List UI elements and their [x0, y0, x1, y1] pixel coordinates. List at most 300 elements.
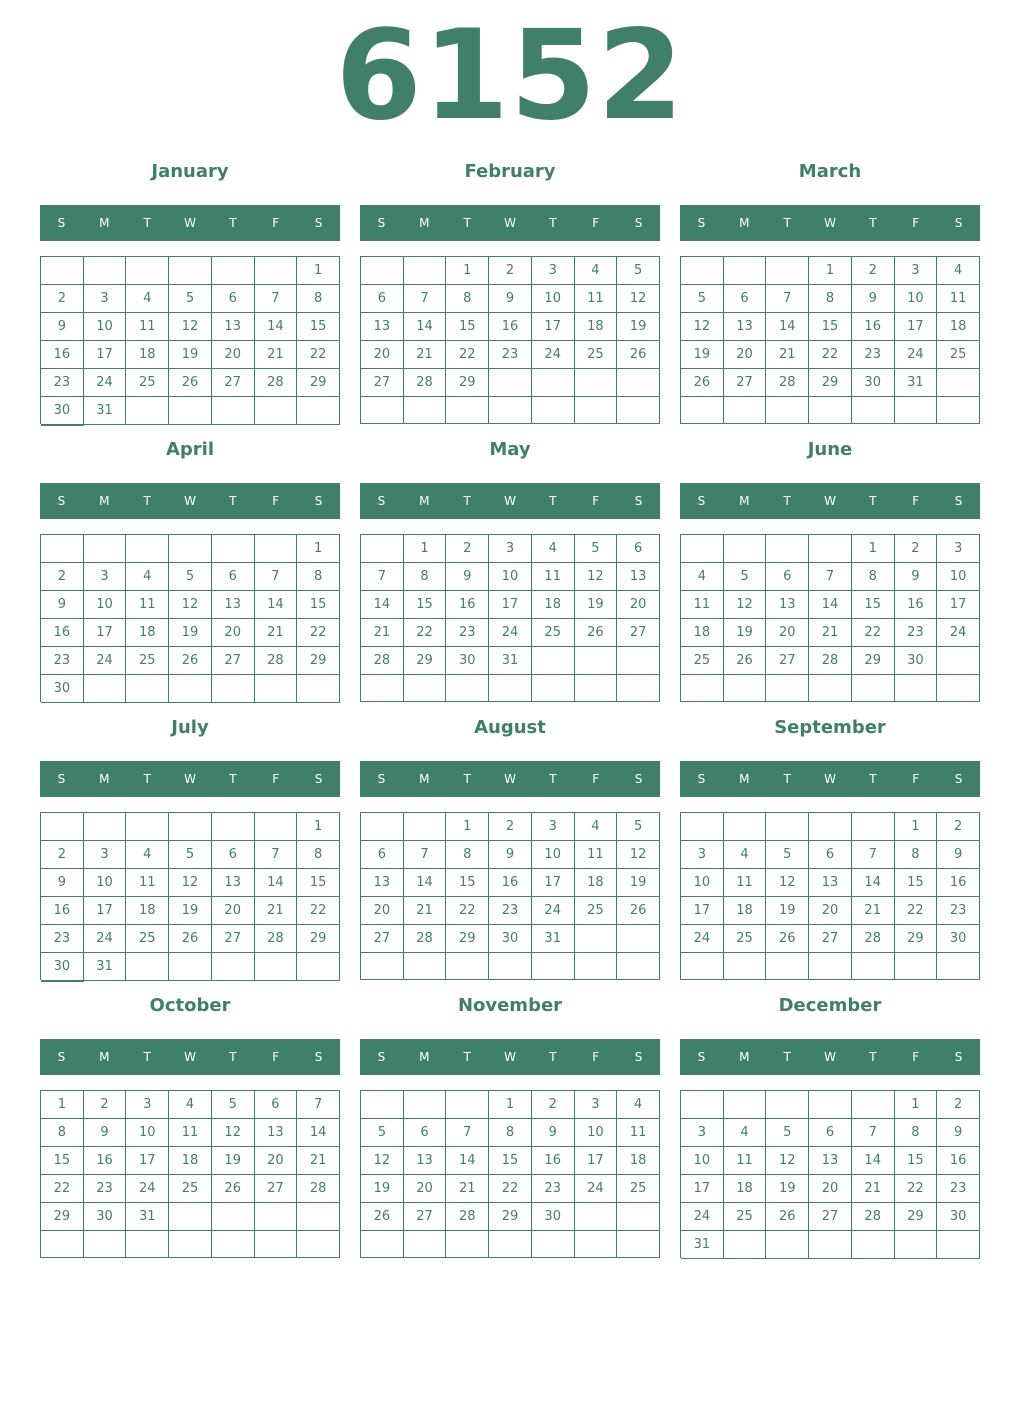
empty-day-cell	[681, 535, 724, 563]
weekday-label: T	[143, 772, 151, 786]
day-cell: 7	[404, 841, 447, 869]
day-cell: 31	[84, 397, 127, 425]
empty-day-cell	[575, 369, 618, 397]
weekday-label: W	[504, 772, 516, 786]
day-cell: 28	[255, 369, 298, 397]
day-cell: 30	[41, 953, 84, 981]
day-cell: 26	[361, 1203, 404, 1231]
day-cell: 16	[489, 869, 532, 897]
empty-day-cell	[212, 675, 255, 703]
day-cell: 9	[41, 869, 84, 897]
day-cell: 23	[937, 897, 980, 925]
empty-day-cell	[809, 953, 852, 980]
weekday-label: M	[99, 772, 110, 786]
empty-day-cell	[255, 1203, 298, 1231]
empty-day-cell	[681, 397, 724, 424]
day-cell: 13	[361, 869, 404, 897]
day-cell: 29	[895, 925, 938, 953]
empty-day-cell	[126, 675, 169, 703]
weekday-header	[360, 205, 660, 241]
day-cell: 2	[937, 1091, 980, 1119]
weekday-header	[680, 483, 980, 519]
day-cell: 12	[169, 591, 212, 619]
day-cell: 2	[532, 1091, 575, 1119]
day-cell: 19	[724, 619, 767, 647]
day-cell: 6	[361, 841, 404, 869]
day-grid	[680, 1090, 980, 1258]
day-cell: 20	[617, 591, 660, 619]
day-cell: 22	[297, 341, 340, 369]
weekday-label: S	[634, 494, 643, 508]
empty-day-cell	[404, 1091, 447, 1119]
day-cell: 9	[895, 563, 938, 591]
day-cell: 18	[724, 897, 767, 925]
day-cell: 23	[489, 341, 532, 369]
day-cell: 13	[617, 563, 660, 591]
weekday-header	[680, 761, 980, 797]
empty-day-cell	[937, 647, 980, 675]
day-cell: 22	[895, 1175, 938, 1203]
day-cell: 19	[361, 1175, 404, 1203]
day-cell: 7	[446, 1119, 489, 1147]
empty-day-cell	[724, 535, 767, 563]
empty-day-cell	[169, 813, 212, 841]
weekday-label: S	[954, 494, 963, 508]
day-cell: 8	[297, 285, 340, 313]
day-cell: 11	[126, 869, 169, 897]
day-cell: 9	[41, 313, 84, 341]
day-cell: 8	[895, 1119, 938, 1147]
day-cell: 1	[404, 535, 447, 563]
day-cell: 22	[489, 1175, 532, 1203]
day-cell: 21	[297, 1147, 340, 1175]
day-cell: 1	[809, 257, 852, 285]
day-cell: 5	[169, 285, 212, 313]
weekday-label: S	[634, 1050, 643, 1064]
empty-day-cell	[84, 675, 127, 703]
weekday-header	[680, 1039, 980, 1075]
day-cell: 25	[126, 369, 169, 397]
day-cell: 29	[404, 647, 447, 675]
empty-day-cell	[126, 813, 169, 841]
day-cell: 11	[126, 313, 169, 341]
day-cell: 3	[489, 535, 532, 563]
empty-day-cell	[681, 813, 724, 841]
weekday-label: T	[463, 1050, 471, 1064]
day-cell: 18	[575, 869, 618, 897]
weekday-label: T	[869, 1050, 877, 1064]
empty-day-cell	[937, 953, 980, 980]
empty-day-cell	[766, 1231, 809, 1259]
weekday-label: T	[229, 216, 237, 230]
day-cell: 17	[84, 341, 127, 369]
day-cell: 2	[937, 813, 980, 841]
empty-day-cell	[575, 1231, 618, 1258]
empty-day-cell	[212, 257, 255, 285]
day-cell: 8	[446, 841, 489, 869]
day-cell: 25	[681, 647, 724, 675]
day-cell: 16	[446, 591, 489, 619]
empty-day-cell	[361, 675, 404, 702]
empty-day-cell	[489, 397, 532, 424]
empty-day-cell	[532, 1231, 575, 1258]
day-cell: 3	[681, 1119, 724, 1147]
weekday-label: F	[272, 216, 280, 230]
day-cell: 19	[575, 591, 618, 619]
day-cell: 25	[126, 647, 169, 675]
day-cell: 27	[361, 369, 404, 397]
day-cell: 16	[532, 1147, 575, 1175]
weekday-label: T	[229, 772, 237, 786]
day-cell: 13	[255, 1119, 298, 1147]
day-cell: 15	[446, 313, 489, 341]
weekday-label: S	[954, 1050, 963, 1064]
day-cell: 1	[446, 813, 489, 841]
weekday-label: W	[824, 216, 836, 230]
day-cell: 17	[84, 619, 127, 647]
day-cell: 29	[41, 1203, 84, 1231]
day-cell: 28	[404, 925, 447, 953]
weekday-header	[40, 205, 340, 241]
weekday-label: M	[739, 494, 750, 508]
day-cell: 4	[724, 841, 767, 869]
day-cell: 25	[937, 341, 980, 369]
weekday-label: W	[184, 494, 196, 508]
empty-day-cell	[809, 675, 852, 702]
weekday-label: F	[592, 494, 600, 508]
weekday-label: M	[99, 216, 110, 230]
day-cell: 6	[212, 563, 255, 591]
weekday-header	[360, 761, 660, 797]
day-cell: 4	[532, 535, 575, 563]
day-cell: 20	[255, 1147, 298, 1175]
weekday-label: T	[783, 772, 791, 786]
empty-day-cell	[169, 1203, 212, 1231]
day-cell: 20	[809, 1175, 852, 1203]
weekday-label: T	[229, 1050, 237, 1064]
day-cell: 30	[895, 647, 938, 675]
day-cell: 4	[169, 1091, 212, 1119]
weekday-label: S	[57, 216, 66, 230]
empty-day-cell	[766, 813, 809, 841]
weekday-label: S	[314, 216, 323, 230]
day-cell: 8	[852, 563, 895, 591]
weekday-label: W	[184, 216, 196, 230]
day-cell: 8	[297, 563, 340, 591]
day-cell: 1	[297, 257, 340, 285]
month-title: September	[774, 717, 886, 738]
day-cell: 21	[766, 341, 809, 369]
day-cell: 26	[169, 647, 212, 675]
day-cell: 31	[532, 925, 575, 953]
empty-day-cell	[809, 1091, 852, 1119]
day-cell: 9	[852, 285, 895, 313]
day-cell: 22	[446, 341, 489, 369]
empty-day-cell	[809, 397, 852, 424]
day-cell: 14	[255, 313, 298, 341]
weekday-label: S	[314, 494, 323, 508]
day-cell: 29	[489, 1203, 532, 1231]
empty-day-cell	[617, 925, 660, 953]
empty-day-cell	[361, 257, 404, 285]
empty-day-cell	[532, 953, 575, 980]
day-cell: 19	[766, 897, 809, 925]
month-title: January	[151, 161, 229, 182]
weekday-label: T	[229, 494, 237, 508]
day-cell: 13	[724, 313, 767, 341]
weekday-label: T	[463, 216, 471, 230]
day-cell: 30	[532, 1203, 575, 1231]
day-cell: 26	[169, 925, 212, 953]
day-cell: 21	[852, 1175, 895, 1203]
empty-day-cell	[404, 257, 447, 285]
day-cell: 22	[297, 897, 340, 925]
empty-day-cell	[84, 535, 127, 563]
weekday-header	[360, 1039, 660, 1075]
day-cell: 26	[766, 1203, 809, 1231]
weekday-label: T	[549, 216, 557, 230]
day-cell: 18	[126, 897, 169, 925]
day-cell: 13	[361, 313, 404, 341]
weekday-label: S	[697, 1050, 706, 1064]
day-cell: 3	[84, 563, 127, 591]
day-cell: 6	[809, 841, 852, 869]
day-cell: 10	[895, 285, 938, 313]
day-cell: 13	[809, 869, 852, 897]
day-cell: 24	[937, 619, 980, 647]
day-cell: 10	[84, 869, 127, 897]
day-cell: 23	[446, 619, 489, 647]
empty-day-cell	[489, 369, 532, 397]
day-cell: 12	[169, 313, 212, 341]
day-cell: 8	[809, 285, 852, 313]
empty-day-cell	[489, 1231, 532, 1258]
day-cell: 7	[809, 563, 852, 591]
empty-day-cell	[212, 1231, 255, 1258]
day-cell: 7	[766, 285, 809, 313]
day-cell: 9	[489, 841, 532, 869]
day-cell: 13	[766, 591, 809, 619]
day-cell: 8	[297, 841, 340, 869]
month-title: July	[171, 717, 209, 738]
day-cell: 4	[126, 285, 169, 313]
day-cell: 22	[852, 619, 895, 647]
weekday-label: S	[697, 216, 706, 230]
empty-day-cell	[361, 535, 404, 563]
weekday-label: M	[99, 494, 110, 508]
weekday-label: T	[783, 1050, 791, 1064]
empty-day-cell	[575, 397, 618, 424]
day-cell: 6	[255, 1091, 298, 1119]
day-cell: 3	[575, 1091, 618, 1119]
day-cell: 26	[617, 897, 660, 925]
day-cell: 8	[489, 1119, 532, 1147]
day-cell: 21	[446, 1175, 489, 1203]
day-grid	[680, 256, 980, 424]
empty-day-cell	[361, 953, 404, 980]
year-title: 6152	[335, 4, 685, 148]
day-cell: 3	[84, 841, 127, 869]
weekday-label: T	[549, 1050, 557, 1064]
day-cell: 29	[809, 369, 852, 397]
day-cell: 1	[41, 1091, 84, 1119]
empty-day-cell	[895, 675, 938, 702]
day-cell: 24	[532, 341, 575, 369]
weekday-label: T	[463, 772, 471, 786]
day-cell: 23	[895, 619, 938, 647]
day-cell: 24	[489, 619, 532, 647]
day-cell: 18	[126, 341, 169, 369]
weekday-label: S	[377, 1050, 386, 1064]
day-cell: 29	[297, 369, 340, 397]
day-cell: 21	[852, 897, 895, 925]
day-cell: 28	[852, 1203, 895, 1231]
day-cell: 21	[255, 897, 298, 925]
day-cell: 12	[766, 1147, 809, 1175]
empty-day-cell	[489, 953, 532, 980]
empty-day-cell	[297, 1231, 340, 1258]
day-cell: 9	[41, 591, 84, 619]
day-cell: 4	[617, 1091, 660, 1119]
weekday-label: T	[549, 772, 557, 786]
empty-day-cell	[809, 535, 852, 563]
empty-day-cell	[617, 1231, 660, 1258]
day-cell: 2	[489, 257, 532, 285]
day-cell: 15	[852, 591, 895, 619]
day-cell: 27	[766, 647, 809, 675]
day-cell: 8	[895, 841, 938, 869]
day-cell: 5	[681, 285, 724, 313]
day-cell: 30	[852, 369, 895, 397]
day-cell: 16	[937, 869, 980, 897]
empty-day-cell	[681, 953, 724, 980]
empty-day-cell	[169, 535, 212, 563]
weekday-label: W	[504, 1050, 516, 1064]
day-cell: 12	[617, 285, 660, 313]
day-cell: 27	[255, 1175, 298, 1203]
day-cell: 18	[937, 313, 980, 341]
empty-day-cell	[212, 813, 255, 841]
day-cell: 23	[41, 369, 84, 397]
day-cell: 5	[766, 1119, 809, 1147]
day-cell: 14	[809, 591, 852, 619]
day-cell: 24	[84, 925, 127, 953]
day-cell: 2	[489, 813, 532, 841]
day-cell: 30	[446, 647, 489, 675]
day-cell: 13	[212, 313, 255, 341]
empty-day-cell	[446, 953, 489, 980]
day-cell: 13	[212, 591, 255, 619]
day-cell: 14	[852, 1147, 895, 1175]
day-cell: 28	[255, 647, 298, 675]
empty-day-cell	[852, 397, 895, 424]
day-cell: 6	[212, 285, 255, 313]
day-cell: 12	[212, 1119, 255, 1147]
weekday-label: M	[739, 216, 750, 230]
day-cell: 19	[169, 341, 212, 369]
empty-day-cell	[297, 675, 340, 703]
day-cell: 19	[169, 619, 212, 647]
empty-day-cell	[84, 1231, 127, 1258]
empty-day-cell	[895, 397, 938, 424]
day-cell: 5	[724, 563, 767, 591]
day-cell: 30	[937, 925, 980, 953]
day-cell: 23	[937, 1175, 980, 1203]
day-cell: 2	[895, 535, 938, 563]
day-cell: 20	[212, 341, 255, 369]
day-cell: 7	[297, 1091, 340, 1119]
empty-day-cell	[41, 1231, 84, 1258]
empty-day-cell	[84, 813, 127, 841]
month-title: November	[457, 995, 563, 1016]
day-cell: 14	[297, 1119, 340, 1147]
weekday-label: T	[143, 494, 151, 508]
day-cell: 6	[809, 1119, 852, 1147]
day-cell: 27	[361, 925, 404, 953]
day-cell: 9	[84, 1119, 127, 1147]
day-cell: 17	[575, 1147, 618, 1175]
day-cell: 11	[169, 1119, 212, 1147]
day-cell: 15	[446, 869, 489, 897]
day-grid	[360, 812, 660, 980]
day-cell: 15	[297, 313, 340, 341]
empty-day-cell	[617, 675, 660, 702]
day-cell: 3	[126, 1091, 169, 1119]
empty-day-cell	[575, 925, 618, 953]
empty-day-cell	[617, 647, 660, 675]
weekday-label: T	[463, 494, 471, 508]
day-cell: 22	[297, 619, 340, 647]
day-cell: 28	[361, 647, 404, 675]
day-cell: 12	[724, 591, 767, 619]
empty-day-cell	[41, 535, 84, 563]
day-cell: 17	[532, 313, 575, 341]
empty-day-cell	[766, 257, 809, 285]
weekday-label: S	[697, 772, 706, 786]
day-cell: 25	[575, 897, 618, 925]
weekday-label: S	[377, 494, 386, 508]
empty-day-cell	[724, 953, 767, 980]
day-cell: 15	[404, 591, 447, 619]
day-cell: 31	[126, 1203, 169, 1231]
day-cell: 26	[681, 369, 724, 397]
day-cell: 10	[937, 563, 980, 591]
day-cell: 11	[724, 869, 767, 897]
day-cell: 10	[681, 869, 724, 897]
day-cell: 24	[895, 341, 938, 369]
day-cell: 8	[404, 563, 447, 591]
day-cell: 17	[937, 591, 980, 619]
day-cell: 26	[169, 369, 212, 397]
day-cell: 14	[404, 869, 447, 897]
weekday-label: F	[592, 1050, 600, 1064]
day-cell: 26	[617, 341, 660, 369]
weekday-label: F	[592, 216, 600, 230]
empty-day-cell	[532, 675, 575, 702]
weekday-label: W	[184, 1050, 196, 1064]
day-cell: 30	[937, 1203, 980, 1231]
day-cell: 25	[575, 341, 618, 369]
weekday-label: F	[912, 216, 920, 230]
empty-day-cell	[532, 647, 575, 675]
empty-day-cell	[895, 953, 938, 980]
empty-day-cell	[361, 1091, 404, 1119]
day-cell: 19	[617, 313, 660, 341]
empty-day-cell	[681, 257, 724, 285]
day-cell: 28	[404, 369, 447, 397]
day-cell: 20	[404, 1175, 447, 1203]
day-cell: 17	[681, 1175, 724, 1203]
